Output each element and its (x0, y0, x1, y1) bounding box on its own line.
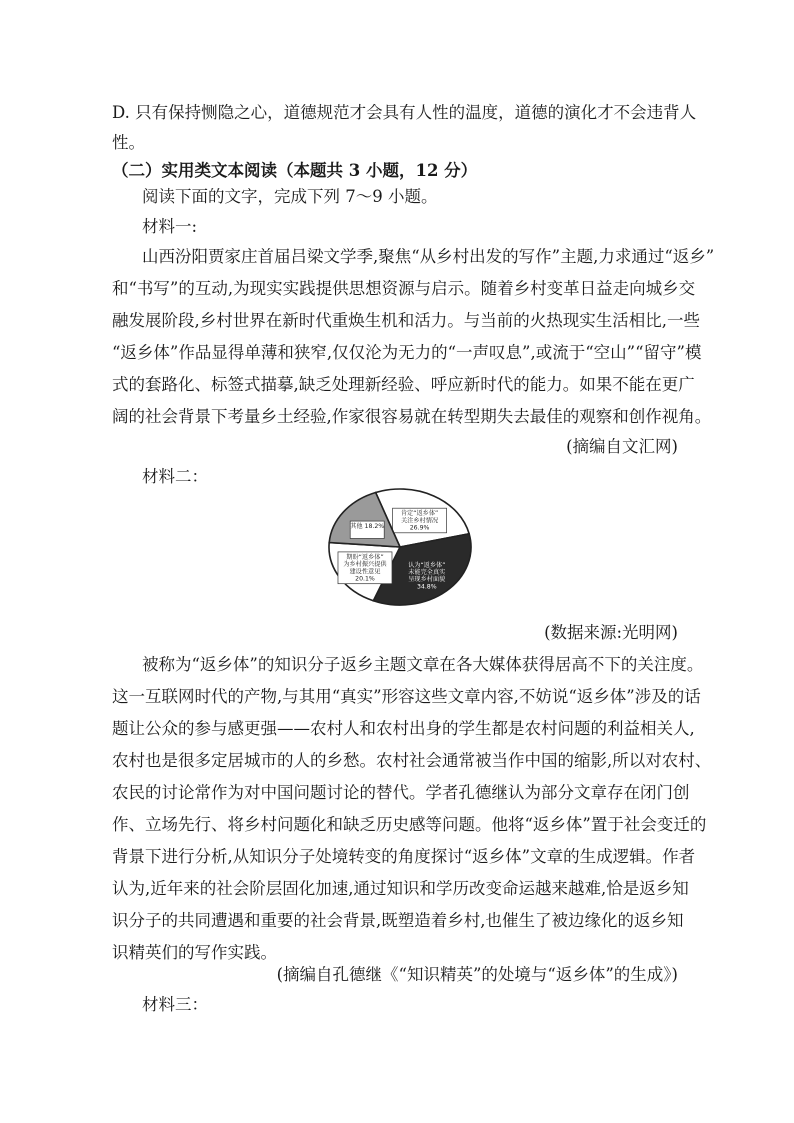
material-1-source: (摘编自文汇网) (566, 437, 678, 456)
material-2-text-source: (摘编自孔德继《“知识精英”的处境与“返乡体”的生成》) (276, 965, 678, 984)
material-1-line: 和“书写”的互动,为现实实践提供思想资源与启示。随着乡村变革日益走向城乡交 (112, 279, 696, 298)
material-2-label: 材料二： (142, 467, 208, 486)
material-1-line: “返乡体”作品显得单薄和狭窄,仅仅沦为无力的“一声叹息”,或流于“空山”“留守”模 (112, 343, 702, 362)
material-1-label: 材料一: (142, 217, 198, 236)
material-2-text-line: 识分子的共同遭遇和重要的社会背景,既塑造着乡村,也催生了被边缘化的返乡知 (112, 911, 684, 930)
material-2-text-line: 被称为“返乡体”的知识分子返乡主题文章在各大媒体获得居高不下的关注度。 (142, 655, 704, 674)
material-2-text-line: 农民的讨论常作为对中国问题讨论的替代。学者孔德继认为部分文章存在闭门创 (112, 783, 690, 802)
material-2-text-line: 农村也是很多定居城市的人的乡愁。农村社会通常被当作中国的缩影,所以对农村、 (112, 751, 712, 770)
pie-slice-label: 认为“返乡体”未能完全真实呈现乡村面貌 34.8% (408, 561, 446, 591)
option-d-line-2: 性。 (112, 133, 145, 152)
option-d-line-1: D. 只有保持恻隐之心，道德规范才会具有人性的温度，道德的演化才不会违背人 (112, 103, 697, 122)
section-heading: （二）实用类文本阅读（本题共 3 小题，12 分） (112, 161, 478, 180)
material-2-text-line: 识精英们的写作实践。 (112, 943, 277, 962)
material-2-text-line: 背景下进行分析,从知识分子处境转变的角度探讨“返乡体”文章的生成逻辑。作者 (112, 847, 696, 866)
material-2-text-line: 题让公众的参与感更强——农村人和农村出身的学生都是农村问题的利益相关人, (112, 719, 695, 738)
material-1-line: 式的套路化、标签式描摹,缺乏处理新经验、呼应新时代的能力。如果不能在更广 (112, 375, 695, 394)
pie-slice-label: 期盼“返乡体”为乡村振兴提供建设性意见 20.1% (343, 553, 387, 583)
material-2-source: (数据来源:光明网) (544, 623, 678, 642)
pie-slice-label: 肯定“返乡体”关注乡村情况 26.9% (400, 510, 439, 532)
material-1-line: 山西汾阳贾家庄首届吕梁文学季,聚焦“从乡村出发的写作”主题,力求通过“返乡” (142, 247, 715, 266)
material-1-line: 融发展阶段,乡村世界在新时代重焕生机和活力。与当前的火热现实生活相比,一些 (112, 311, 700, 330)
opinion-pie-chart (326, 486, 474, 608)
material-2-text-line: 认为,近年来的社会阶层固化加速,通过知识和学历改变命运越来越难,恰是返乡知 (112, 879, 689, 898)
material-2-text-line: 作、立场先行、将乡村问题化和缺乏历史感等问题。他将“返乡体”置于社会变迁的 (112, 815, 707, 834)
material-2-text-line: 这一互联网时代的产物,与其用“真实”形容这些文章内容,不妨说“返乡体”涉及的话 (112, 687, 701, 706)
material-3-label: 材料三： (142, 995, 208, 1014)
material-1-line: 阔的社会背景下考量乡土经验,作家很容易就在转型期失去最佳的观察和创作视角。 (112, 407, 712, 426)
pie-slice-label: 其他 18.2% (350, 523, 385, 531)
reading-instruction: 阅读下面的文字，完成下列 7～9 小题。 (142, 187, 438, 206)
